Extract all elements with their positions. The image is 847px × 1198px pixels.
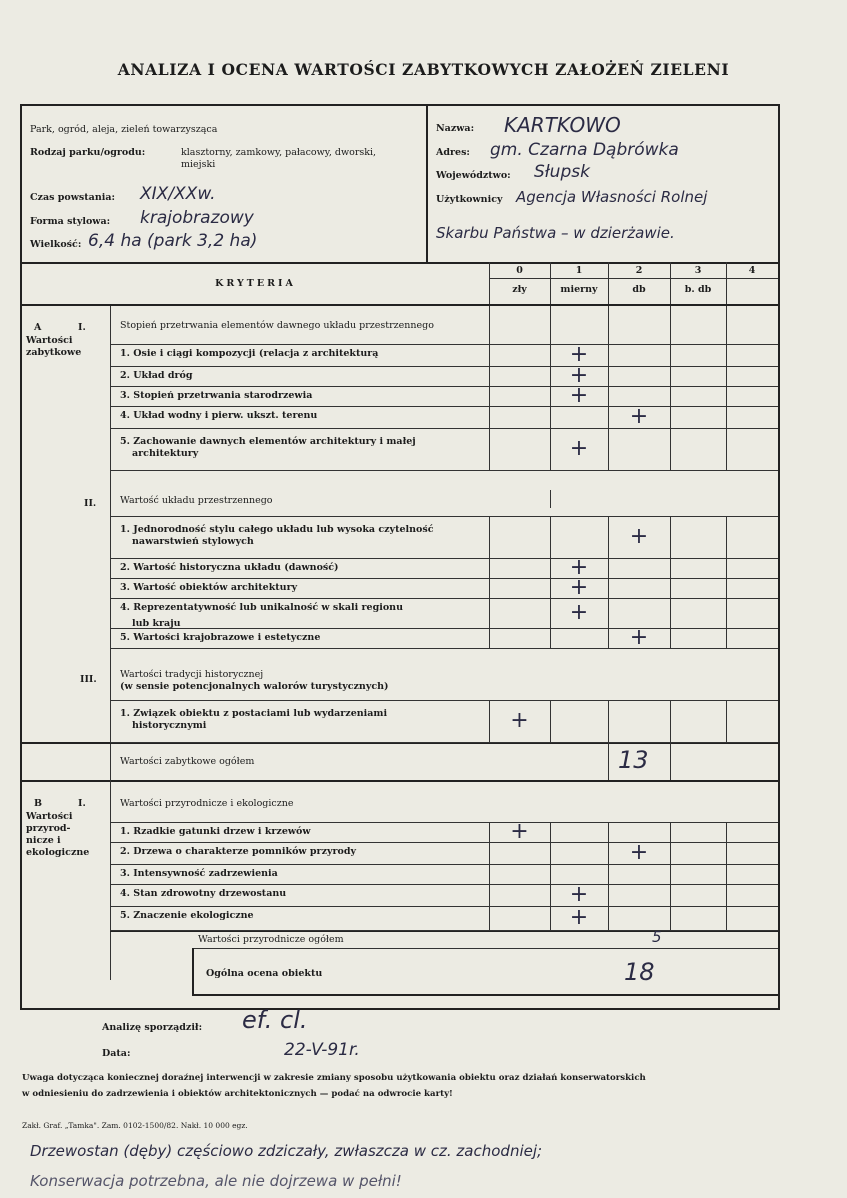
criterion-label: 2. Układ dróg [120,370,193,381]
score-1: 1 [575,265,583,276]
name-label: Nazwa: [436,123,475,134]
kind-options: klasztorny, zamkowy, pałacowy, dworski, [181,147,377,158]
criterion-label-cont: lub kraju [132,618,181,629]
criterion-label: 2. Drzewa o charakterze pomników przyrody [120,846,356,857]
group-a-total-value: 13 [618,746,649,774]
grid-line [670,598,671,628]
note-line-2: w odniesieniu do zadrzewienia i obiektów architektonicznych — podać na odwrocie karty! [22,1089,453,1099]
grid-line [670,578,671,598]
group-b-name-3: nicze i [26,835,61,846]
section-a2-title: Wartość układu przestrzennego [120,495,273,506]
grid-line [726,864,727,884]
document-title: ANALIZA I OCENA WARTOŚCI ZABYTKOWYCH ZAŁOŻEŃ ZIELENI [117,60,730,79]
grid-line [489,598,490,628]
grid-line [726,366,727,386]
grid-line [670,864,671,884]
criterion-label-cont: historycznymi [132,720,207,731]
section-b1-number: I. [78,798,86,809]
group-b-total-value: 5 [652,928,662,946]
grid-line [608,906,609,930]
grid-line [110,906,778,907]
criterion-label: 3. Intensywność zadrzewienia [120,868,278,879]
grid-line [670,700,671,742]
size-label: Wielkość: [30,239,82,250]
created-value: XIX/XXw. [140,184,216,204]
criterion-label: 5. Zachowanie dawnych elementów architektury i małej [120,436,416,447]
print-info: Zakł. Graf. „Tamka". Zam. 0102-1500/82. Nakł. 10 000 egz. [22,1121,248,1130]
score-mark: + [629,404,649,429]
prepared-signature: ef. cl. [242,1006,308,1034]
section-a1-title: Stopień przetrwania elementów dawnego układu przestrzennego [120,320,434,331]
grid-line [489,822,490,842]
grid-line [608,822,609,842]
grid-line [608,578,609,598]
grid-line [489,428,490,470]
criterion-label: 2. Wartość historyczna układu (dawność) [120,562,339,573]
grid-line [110,884,778,885]
grid-line [110,470,778,471]
size-value: 6,4 ha (park 3,2 ha) [88,231,258,251]
grid-line [670,366,671,386]
users-value-1: Agencja Własności Rolnej [516,188,708,206]
criterion-label: 4. Stan zdrowotny drzewostanu [120,888,287,899]
name-value: KARTKOWO [504,113,621,137]
grid-line [550,428,551,470]
address-value: gm. Czarna Dąbrówka [490,140,679,160]
voivodeship-label: Województwo: [436,170,511,181]
grid-line [670,884,671,906]
grid-line [726,428,727,470]
criterion-label: 1. Związek obiektu z postaciami lub wydarzeniami [120,708,388,719]
note-line-1: Uwaga dotycząca koniecznej doraźnej interwencji w zakresie zmiany sposobu użytkowania obiektu oraz działań konserwatorskich [22,1073,646,1083]
grid-line [489,842,490,864]
object-type-line: Park, ogród, aleja, zieleń towarzysząca [30,124,218,135]
grid-line [670,406,671,428]
criterion-label: 3. Stopień przetrwania starodrzewia [120,390,313,401]
group-a-name: Wartości [26,335,73,346]
score-mark: + [569,342,589,367]
grade-0: zły [512,284,527,295]
grid-line [726,344,727,366]
created-label: Czas powstania: [30,192,115,203]
grid-line [550,386,551,406]
group-a-name-2: zabytkowe [26,347,82,358]
grade-1: mierny [560,284,598,295]
grid-line [550,598,551,628]
grid-line [110,386,778,387]
grid-line [608,598,609,628]
grid-line [110,558,778,559]
grid-line [489,516,490,558]
score-mark: + [629,625,649,650]
section-a3-subtitle: (w sensie potencjonalnych walorów turystycznych) [120,681,389,692]
grid-line [489,864,490,884]
section-a3-title: Wartości tradycji historycznej [120,669,264,680]
score-2: 2 [635,265,643,276]
grid-line [726,578,727,598]
grid-line [550,406,551,428]
grid-line [550,578,551,598]
score-0: 0 [516,265,523,276]
grid-line [550,822,551,842]
style-label: Forma stylowa: [30,216,111,227]
grid-line [670,344,671,366]
grid-line [110,344,778,345]
date-value: 22-V-91r. [284,1040,360,1060]
grid-line [608,516,609,558]
criterion-label: 1. Osie i ciągi kompozycji (relacja z architekturą [120,348,379,359]
criterion-label: 4. Układ wodny i pierw. ukszt. terenu [120,410,318,421]
grid-line [110,366,778,367]
score-mark: + [569,882,589,907]
overall-value: 18 [624,958,655,986]
score-mark: + [569,436,589,461]
grid-line [670,428,671,470]
score-mark: + [569,575,589,600]
section-a2-number: II. [84,498,97,509]
grid-line [608,628,609,648]
grid-line [608,406,609,428]
grid-line [489,884,490,906]
grid-line [489,344,490,366]
grid-line [670,558,671,578]
group-a-letter: A [34,322,42,333]
grid-line [550,842,551,864]
score-mark: + [629,840,649,865]
criterion-label: 5. Znaczenie ekologiczne [120,910,254,921]
kind-options-2: miejski [181,159,216,170]
kind-label: Rodzaj parku/ogrodu: [30,147,146,158]
grid-line [670,628,671,648]
overall-label: Ogólna ocena obiektu [206,968,323,979]
grid-line [670,386,671,406]
group-b-letter: B [34,798,43,809]
grid-line [110,406,778,407]
evaluation-form [20,104,780,1010]
grid-line [489,906,490,930]
grade-2: db [632,284,646,295]
grid-line [726,906,727,930]
grid-line [670,516,671,558]
users-label: Użytkownicy [436,194,503,205]
section-b1-title: Wartości przyrodnicze i ekologiczne [120,798,294,809]
grid-line [550,906,551,930]
grid-line [489,628,490,648]
grid-line [726,598,727,628]
score-mark: + [569,555,589,580]
group-b-name-4: ekologiczne [26,847,90,858]
grid-line [550,700,551,742]
grid-line [550,516,551,558]
grid-line [110,428,778,429]
grid-line [726,628,727,648]
grid-line [110,648,778,649]
grid-line [726,406,727,428]
grid-line [550,344,551,366]
voivodeship-value: Słupsk [534,162,590,182]
score-mark: + [629,524,649,549]
grid-line [726,386,727,406]
criterion-label: 3. Wartość obiektów architektury [120,582,298,593]
grid-line [608,344,609,366]
grid-line [670,906,671,930]
grid-line [726,700,727,742]
grid-line [608,386,609,406]
criterion-label: 1. Jednorodność stylu całego układu lub wysoka czytelność [120,524,434,535]
style-value: krajobrazowy [140,208,254,228]
grid-line [608,558,609,578]
criterion-label-cont: architektury [132,448,199,459]
grid-line [110,578,778,579]
grid-line [608,428,609,470]
grid-line [670,842,671,864]
section-a3-number: III. [80,674,97,685]
score-mark: + [569,363,589,388]
group-a-total-label: Wartości zabytkowe ogółem [120,756,255,767]
score-mark: + [510,708,529,733]
grid-line [489,578,490,598]
grid-line [608,842,609,864]
grid-line [110,516,778,517]
address-label: Adres: [436,147,470,158]
grid-line [550,366,551,386]
grid-line [608,366,609,386]
date-label: Data: [102,1048,131,1059]
grid-line [550,884,551,906]
grid-line [726,558,727,578]
grid-line [110,742,778,743]
grid-line [726,842,727,864]
score-mark: + [510,819,529,844]
criterion-label-cont: nawarstwień stylowych [132,536,254,547]
grid-line [726,884,727,906]
score-mark: + [569,383,589,408]
criterion-label: 4. Reprezentatywność lub unikalność w skali regionu [120,602,403,613]
criterion-label: 5. Wartości krajobrazowe i estetyczne [120,632,321,643]
section-a1-number: I. [78,322,86,333]
grid-line [489,386,490,406]
group-b-name: Wartości [26,811,73,822]
handwritten-note-2: Konserwacja potrzebna, ale nie dojrzewa w pełni! [30,1172,402,1190]
grid-line [550,628,551,648]
grid-line [110,700,778,701]
grid-line [110,864,778,865]
grid-line [608,884,609,906]
grid-line [489,366,490,386]
grid-line [670,822,671,842]
grid-line [110,930,778,931]
criterion-label: 1. Rzadkie gatunki drzew i krzewów [120,826,311,837]
grid-line [110,822,778,823]
grid-line [726,516,727,558]
grid-line [110,628,778,629]
grid-line [550,558,551,578]
score-mark: + [569,600,589,625]
score-4: 4 [748,265,756,276]
group-b-total-label: Wartości przyrodnicze ogółem [198,934,344,945]
grid-line [110,598,778,599]
score-3: 3 [694,265,702,276]
criteria-label: KRYTERIA [215,278,296,289]
grid-line [726,822,727,842]
grid-line [489,406,490,428]
grid-line [550,864,551,884]
prepared-label: Analizę sporządził: [102,1022,203,1033]
grid-line [489,700,490,742]
group-b-name-2: przyrod- [26,823,71,834]
users-value-2: Skarbu Państwa – w dzierżawie. [436,224,675,242]
grid-line [110,842,778,843]
grid-line [608,864,609,884]
score-mark: + [569,905,589,930]
grid-line [489,558,490,578]
grade-3: b. db [684,284,712,295]
grid-line [608,700,609,742]
handwritten-note-1: Drzewostan (dęby) częściowo zdziczały, zwłaszcza w cz. zachodniej; [30,1142,543,1160]
